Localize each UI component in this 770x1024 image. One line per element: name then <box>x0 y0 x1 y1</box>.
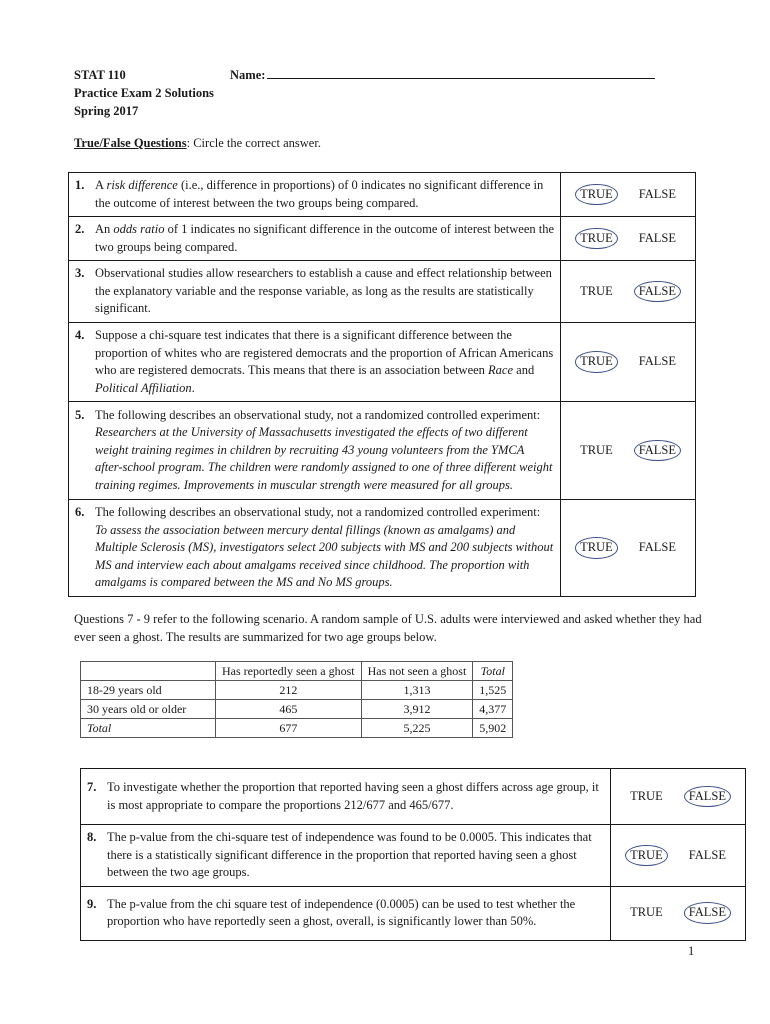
question-text-part: Suppose a chi-square test indicates that there is a significant difference between the proportion of whites who are registered democrats and the proportion of African Americans who are registered democrats. This means that there is an association between <box>95 328 554 377</box>
ghost-col-header: Has reportedly seen a ghost <box>216 662 362 681</box>
question-text-italic: risk difference <box>106 178 178 192</box>
question-text-italic: Researchers at the University of Massachusetts investigated the effects of two different weight training regimes in children by recruiting 43 young volunteers from the YMCA after-school program. The children were randomly assigned to one of three different weight training regimes. Improvements in muscular strength were measured for all groups. <box>95 425 553 492</box>
question-text <box>69 217 561 261</box>
true-option-circled[interactable]: TRUE <box>575 184 618 206</box>
ghost-col-header: Total <box>473 662 513 681</box>
question-text-part: To investigate whether the proportion that reported having seen a ghost differs across age group, it is most appropriate to compare the proportions 212/677 and 465/677. <box>107 780 599 812</box>
question-text-part: The following describes an observational study, not a randomized controlled experiment: <box>95 407 541 422</box>
question-text <box>69 402 561 500</box>
false-option[interactable]: FALSE <box>638 354 676 369</box>
question-text-italic: To assess the association between mercury dental fillings (known as amalgams) and Multiple Sclerosis (MS), investigators select 200 subjects with MS and 200 subjects without MS and interview each about amalgams received since childhood. The proportion with amalgams is compared between the MS and No MS groups. <box>95 522 554 589</box>
true-option-circled[interactable]: TRUE <box>575 228 618 250</box>
false-option[interactable]: FALSE <box>688 847 726 862</box>
question-text-part: . <box>191 380 195 395</box>
name-label: Name: <box>230 68 266 82</box>
question-row-9 <box>81 886 746 940</box>
question-text <box>81 886 611 940</box>
ghost-row-label: 18-29 years old <box>81 681 216 700</box>
question-text-part: Observational studies allow researchers to establish a cause and effect relationship between the explanatory variable and the response variable, as long as the results are statistically significant. <box>95 266 552 316</box>
question-text-part: The p-value from the chi square test of independence (0.0005) can be used to test whether the proportion who have reportedly seen a ghost, overall, is significantly lower than 50%. <box>107 896 576 928</box>
true-option-circled[interactable]: TRUE <box>575 351 618 373</box>
ghost-table-header-row <box>81 662 513 681</box>
false-option-circled[interactable]: FALSE <box>684 902 731 924</box>
ghost-cell: 1,525 <box>473 681 513 700</box>
question-text-part: The following describes an observational study, not a randomized controlled experiment: <box>95 505 541 519</box>
false-option[interactable]: FALSE <box>638 186 676 201</box>
ghost-col-header <box>81 662 216 681</box>
answer-cell <box>611 825 746 887</box>
answer-cell <box>561 261 696 323</box>
section-instructions: : Circle the correct answer. <box>186 136 321 150</box>
question-text-part: and <box>513 363 535 377</box>
question-text <box>69 261 561 323</box>
ghost-cell: 5,902 <box>473 719 513 738</box>
questions-table-7-9 <box>80 768 746 941</box>
question-text-italic: Political Affiliation <box>95 380 192 395</box>
false-option-circled[interactable]: FALSE <box>634 440 681 462</box>
question-number: 5. <box>75 407 85 422</box>
answer-cell <box>561 402 696 500</box>
ghost-cell: 3,912 <box>361 700 473 719</box>
ghost-cell: 212 <box>216 681 362 700</box>
question-row-8 <box>81 825 746 887</box>
ghost-cell: 677 <box>216 719 362 738</box>
true-option[interactable]: TRUE <box>580 283 613 298</box>
name-blank-line[interactable] <box>267 66 655 79</box>
ghost-row-label: Total <box>81 719 216 738</box>
ghost-cell: 4,377 <box>473 700 513 719</box>
question-row-6 <box>69 500 696 597</box>
ghost-col-header: Has not seen a ghost <box>361 662 473 681</box>
question-text-part: of 1 indicates no significant difference in the outcome of interest between the two groups being compared. <box>95 222 555 254</box>
ghost-row <box>81 681 513 700</box>
question-text-italic: Race <box>488 363 514 377</box>
question-number: 6. <box>75 505 85 519</box>
false-option[interactable]: FALSE <box>638 540 676 554</box>
question-number: 7. <box>87 780 97 794</box>
true-option[interactable]: TRUE <box>580 442 613 457</box>
false-option[interactable]: FALSE <box>638 230 676 245</box>
true-option[interactable]: TRUE <box>630 788 663 803</box>
header-block <box>74 66 214 120</box>
question-number: 8. <box>87 830 97 844</box>
section-heading <box>74 136 321 151</box>
answer-cell <box>611 769 746 825</box>
question-row-1 <box>69 173 696 217</box>
scenario-intro: Questions 7 - 9 refer to the following scenario. A random sample of U.S. adults were interviewed and asked whether they had ever seen a ghost. The results are summarized for two age groups below. <box>74 612 702 644</box>
answer-cell <box>561 323 696 402</box>
question-number: 9. <box>87 896 97 911</box>
ghost-table <box>80 661 513 738</box>
term: Spring 2017 <box>74 104 139 118</box>
question-number: 1. <box>75 178 85 192</box>
true-option-circled[interactable]: TRUE <box>625 845 668 867</box>
question-text-part: The p-value from the chi-square test of independence was found to be 0.0005. This indicates that there is a statistically significant difference in the proportion that reported having seen a ghost between the two age groups. <box>107 830 592 879</box>
question-text <box>69 500 561 597</box>
answer-cell <box>611 886 746 940</box>
question-number: 3. <box>75 266 85 281</box>
answer-cell <box>561 217 696 261</box>
true-option-circled[interactable]: TRUE <box>575 537 618 559</box>
question-text <box>69 323 561 402</box>
answer-cell <box>561 173 696 217</box>
ghost-cell: 465 <box>216 700 362 719</box>
ghost-row-label: 30 years old or older <box>81 700 216 719</box>
ghost-cell: 5,225 <box>361 719 473 738</box>
true-option[interactable]: TRUE <box>630 905 663 920</box>
question-number: 2. <box>75 222 85 236</box>
course-title: STAT 110 <box>74 68 126 82</box>
question-row-5 <box>69 402 696 500</box>
question-text-part: A <box>95 178 107 192</box>
name-field <box>230 66 655 84</box>
question-row-7 <box>81 769 746 825</box>
question-number: 4. <box>75 328 85 342</box>
false-option-circled[interactable]: FALSE <box>634 281 681 303</box>
question-text-italic: odds ratio <box>113 222 165 236</box>
question-text <box>69 173 561 217</box>
false-option-circled[interactable]: FALSE <box>684 786 731 808</box>
ghost-row <box>81 700 513 719</box>
question-text-part: An <box>95 222 114 236</box>
question-row-2 <box>69 217 696 261</box>
question-text-part: (i.e., difference in proportions) of 0 indicates no significant difference in the outcome of interest between the two groups being compared. <box>95 178 544 210</box>
question-text <box>81 769 611 825</box>
section-title: True/False Questions <box>74 136 187 150</box>
exam-title: Practice Exam 2 Solutions <box>74 86 214 100</box>
question-row-4 <box>69 323 696 402</box>
question-text <box>81 825 611 887</box>
question-row-3 <box>69 261 696 323</box>
questions-table-1-6 <box>68 172 696 597</box>
ghost-cell: 1,313 <box>361 681 473 700</box>
ghost-total-row <box>81 719 513 738</box>
answer-cell <box>561 500 696 597</box>
page-number: 1 <box>688 944 695 958</box>
